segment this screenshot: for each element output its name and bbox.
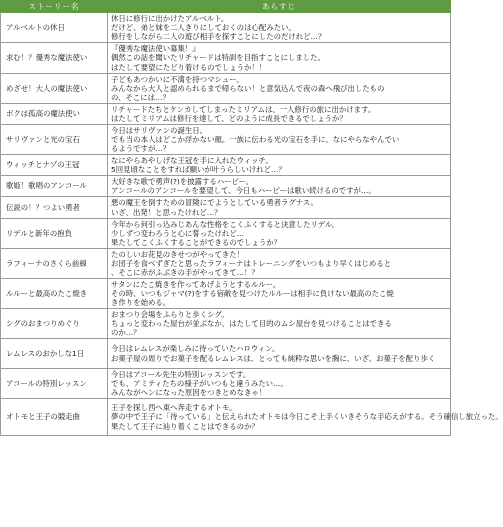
- table-header-row: [1, 1, 451, 13]
- synopsis-line: 今年から何引っ込みじあんな性格をこくふくすると決意したリデル。: [111, 219, 340, 229]
- synopsis-line: き作りを始める。: [111, 298, 171, 308]
- synopsis-line: サタンにたこ焼きを作ってあげようとするルルー。: [111, 279, 281, 289]
- synopsis-line: 今日はアコール先生の特別レッスンです。: [111, 369, 251, 379]
- story-synopsis: [108, 43, 451, 74]
- synopsis-line: みんなから大人と認められるまで帰らない！と意気込んで夜の森へ飛び出したもの: [111, 83, 385, 93]
- synopsis-line: たのしいお花見のきせつがやってきた！: [111, 249, 245, 259]
- synopsis-line: おまつり会場をふらりと歩くシグ。: [111, 309, 229, 319]
- story-title: めざせ！大人の魔法使い: [1, 74, 108, 104]
- synopsis-line: の、そこには…？: [111, 93, 170, 103]
- synopsis-line: いざ、出発！と思ったけれど…？: [111, 207, 222, 217]
- story-title: オトモと王子の競走曲: [1, 399, 108, 436]
- synopsis-line: お団子を食べずぎたと思ったラフィーナはトレーニングをいつもより早くはじめると: [111, 258, 392, 268]
- story-synopsis: [108, 309, 451, 339]
- synopsis-line: 子どもあつかいに不満を持つマシュー。: [111, 74, 244, 84]
- story-synopsis: [108, 399, 503, 436]
- story-title: ラフィーナのさくら前線: [1, 249, 108, 279]
- table-row: [1, 309, 451, 339]
- synopsis-line: 、そこに赤がふぶきの手がやってきて…！？: [111, 268, 259, 278]
- synopsis-line: 大好きな歌で勇声(?)を披露するハーピー。: [111, 176, 254, 186]
- table-row: [1, 74, 451, 104]
- story-title: シグのおまつりめぐり: [1, 309, 108, 339]
- table-row: [1, 339, 451, 369]
- synopsis-line: 少しずつ変わろうと心に誓ったけれど…: [111, 228, 245, 238]
- story-synopsis: [108, 219, 451, 249]
- story-synopsis: [108, 339, 451, 369]
- synopsis-line: 今日はサリヴァンの誕生日。: [111, 125, 208, 135]
- synopsis-line: なにやらあやしげな王冠を手に入れたウィッチ。: [111, 155, 273, 165]
- synopsis-line: リチャードたちとケンカしてしまったミリアムは、一人修行の旅に出かけます。: [111, 104, 376, 114]
- table-row: [1, 125, 451, 155]
- synopsis-line: みんながヘンになった原因をつきとめなきゃ！: [111, 388, 267, 398]
- table-row: [1, 399, 451, 436]
- synopsis-line: 休日に修行に出かけたアルベルト。: [111, 13, 229, 23]
- story-title: レムレスのおかしな1日: [1, 339, 108, 369]
- synopsis-line: 偶然この話を聞いたリチャードは特訓を目指すことにしました。: [111, 53, 325, 63]
- table-row: [1, 249, 451, 279]
- story-title: 伝説の！？つよい勇者: [1, 197, 108, 219]
- table-row: [1, 13, 451, 43]
- synopsis-line: のか…？: [111, 328, 141, 338]
- synopsis-line: 『優秀な魔法使い募集！』: [111, 44, 200, 54]
- synopsis-line: その時、いつもジャマ(?)をする宿敵を見つけたルルーは相手に負けない最高のたこ焼: [111, 288, 394, 298]
- synopsis-line: 果たしてこくふくすることができるのでしょうか？: [111, 238, 281, 248]
- synopsis-line: だけど、弟と妹を二人きりにしておくのは心配みたい。: [111, 22, 296, 32]
- story-title: アルベルトの休日: [1, 13, 108, 43]
- table-row: [1, 104, 451, 125]
- table-row: [1, 176, 451, 197]
- story-title: 歌姫！歌唱のアンコール: [1, 176, 108, 197]
- synopsis-line: 5回見頃なことをすれば願いが叶うらしいけれど…？: [111, 165, 286, 174]
- synopsis-line: るようですが…？: [111, 144, 171, 154]
- story-title: ルルーと最高のたこ焼き: [1, 279, 108, 309]
- table-row: [1, 197, 451, 219]
- table-row: [1, 219, 451, 249]
- story-synopsis: [108, 13, 451, 43]
- synopsis-line: はたして要望にたどり着けるのでしょうか！！: [111, 62, 267, 72]
- synopsis-line: 悪の魔王を倒すための冒険にでようとしている勇者ラグナス。: [111, 198, 318, 208]
- story-title: ウィッチとナゾの王冠: [1, 155, 108, 176]
- story-synopsis: [108, 74, 451, 104]
- story-synopsis: [108, 369, 451, 399]
- table-row: [1, 43, 451, 74]
- story-synopsis: [108, 279, 451, 309]
- header-synopsis: あらすじ: [108, 1, 451, 13]
- story-synopsis: [108, 176, 451, 197]
- synopsis-line: アンコールのアンコールを要望して、今日もハーピーは歌い続けるのですが…。: [111, 186, 376, 195]
- table-row: [1, 279, 451, 309]
- story-title: リデルと新年の抱負: [1, 219, 108, 249]
- story-synopsis: [108, 155, 451, 176]
- story-title: サリヴァンと光の宝石: [1, 125, 108, 155]
- story-title: 求む！？優秀な魔法使い: [1, 43, 108, 74]
- synopsis-line: ちょっと変わった屋台が並ぶなか、はたして目的のムシ屋台を見つけることはできる: [111, 318, 392, 328]
- synopsis-line: はたしてミリアムは修行を達して、どのように成長できるでしょうか？: [111, 114, 347, 123]
- synopsis-line: 果たして王子に辿り着くことはできるのか？: [111, 421, 259, 431]
- story-synopsis: [108, 104, 451, 125]
- table-row: [1, 369, 451, 399]
- story-synopsis: [108, 249, 451, 279]
- synopsis-line: 修行をしながら二人の遊び相手を探すことにしたのだけれど…？: [111, 32, 326, 42]
- synopsis-line: 今日はレムレスが楽しみに待っていたハロウィン。: [111, 344, 280, 354]
- synopsis-line: 王子を探し西へ東へ奔走するオトモ。: [111, 403, 237, 413]
- synopsis-line: お菓子屋の周りでお菓子を配るレムレスは、とっても純粋な思いを胸に、いざ、お菓子を配り歩く: [111, 353, 436, 363]
- story-title: ボクは孤高の魔法使い: [1, 104, 108, 125]
- header-story-name: ストーリー名: [1, 1, 108, 13]
- story-synopsis: [108, 197, 451, 219]
- story-table-body: [1, 13, 503, 436]
- table-row: [1, 155, 451, 176]
- synopsis-line: でも、アミティたちの様子がいつもと違うみたい…。: [111, 378, 288, 388]
- synopsis-line: でも当の本人はどこか浮かない顔。一族に伝わる光の宝石を手に、なにやらなやんでい: [111, 134, 400, 144]
- story-title: アコールの特別レッスン: [1, 369, 108, 399]
- synopsis-line: 夢の中で王子に「待っている」と伝えられたオトモは今日こそ上手くいきそうな手応えがする。そう確信し旅立った。: [111, 412, 503, 422]
- story-synopsis: [108, 125, 451, 155]
